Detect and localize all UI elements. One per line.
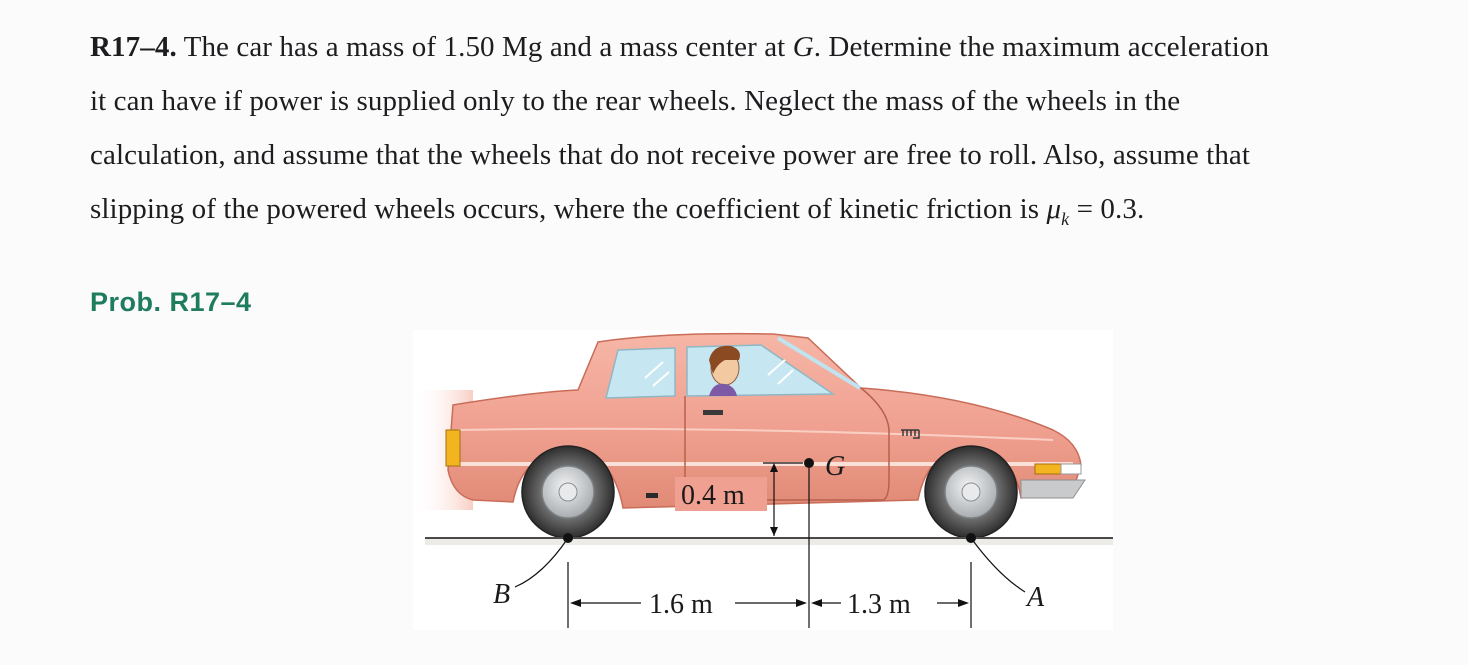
label-rear-distance: 1.6 m bbox=[649, 589, 713, 620]
car-figure bbox=[413, 330, 1113, 630]
rear-leader-line bbox=[515, 538, 568, 587]
label-height: 0.4 m bbox=[681, 480, 745, 511]
problem-line-3: calculation, and assume that the wheels that do not receive power are free to roll. Also, assume that bbox=[90, 139, 1251, 171]
problem-number: R17–4. bbox=[90, 31, 177, 63]
problem-text-4b: = 0.3. bbox=[1069, 193, 1145, 225]
problem-text-1b: . Determine the maximum acceleration bbox=[813, 31, 1270, 63]
label-front-distance: 1.3 m bbox=[847, 589, 911, 620]
friction-subscript: k bbox=[1061, 208, 1070, 229]
rear-window bbox=[606, 348, 675, 398]
figure-caption: Prob. R17–4 bbox=[90, 287, 252, 317]
problem-line-1 bbox=[90, 20, 1435, 74]
problem-line-2: it can have if power is supplied only to the rear wheels. Neglect the mass of the wheels in the bbox=[90, 85, 1181, 117]
problem-statement bbox=[90, 20, 1435, 246]
mass-center-variable: G bbox=[792, 31, 814, 63]
front-wheel bbox=[925, 446, 1017, 538]
rear-lamp bbox=[446, 430, 460, 466]
problem-text-1a: The car has a mass of 1.50 Mg and a mass center at bbox=[183, 31, 793, 63]
rear-wheel bbox=[522, 446, 614, 538]
side-marker bbox=[646, 493, 658, 498]
headlight bbox=[1061, 464, 1081, 474]
friction-symbol: μ bbox=[1046, 193, 1062, 225]
label-B: B bbox=[493, 579, 511, 610]
problem-line-4 bbox=[90, 182, 1435, 246]
problem-text-4a: slipping of the powered wheels occurs, where the coefficient of kinetic friction is bbox=[90, 193, 1047, 225]
label-A: A bbox=[1027, 582, 1045, 613]
front-signal bbox=[1035, 464, 1061, 474]
front-bumper bbox=[1021, 480, 1085, 498]
ground-shadow bbox=[425, 539, 1113, 545]
label-G: G bbox=[825, 451, 846, 482]
front-leader-line bbox=[971, 538, 1025, 592]
door-handle bbox=[703, 410, 723, 415]
mass-center-point bbox=[804, 458, 814, 468]
car-diagram bbox=[413, 330, 1113, 630]
